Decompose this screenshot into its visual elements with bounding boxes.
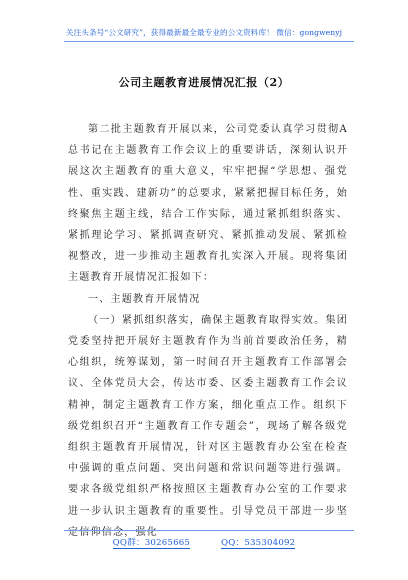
footer-divider <box>64 530 354 531</box>
header-divider <box>64 41 354 42</box>
document-body <box>68 119 348 543</box>
document-title: 公司主题教育进展情况汇报（2） <box>118 76 290 89</box>
footer-contacts <box>0 536 408 548</box>
section-heading: 一、主题教育开展情况 <box>88 293 201 305</box>
paragraph-section-1: （一）紧抓组织落实，确保主题教育取得实效。集团党委坚持把开展好主题教育作为当前首要政治任务，精心组织，统筹谋划，第一时间召开主题教育工作部署会议、全体党员大会，传达市委、区委主题教育工作会议精神，制定主题教育工作方案，细化重点工作。组织下级党组织召开“主题教育工作专题会”，现场了解各级党组织主题教育开展情况，针对区主题教育办公室在检查中强调的重点问题、突出问题和常识问题等进行强调。要求各级党组织严格按照区主题教育办公室的工作要求进一步认识主题教育的重要性。引导党员干部进一步坚定信仰信念，强化 <box>68 314 348 538</box>
header-banner: 关注头条号“公文研究”，获得最新最全最专业的公文资料库！ 微信：gongwenyj <box>65 28 343 37</box>
footer-qq-number[interactable]: QQ：535304092 <box>221 538 296 548</box>
footer-qq-group[interactable]: QQ群：30265665 <box>112 538 191 548</box>
paragraph-intro: 第二批主题教育开展以来，公司党委认真学习贯彻A总书记在主题教育工作会议上的重要讲话，深刻认识开展这次主题教育的重大意义，牢牢把握“学思想、强党性、重实践、建新功”的总要求，紧紧把握目标任务，始终聚焦主题主线，结合工作实际，通过紧抓组织落实、紧抓理论学习、紧抓调查研究、紧抓推动发展、紧抓检视整改，进一步推动主题教育扎实深入开展。现将集团主题教育开展情况汇报如下： <box>68 124 348 284</box>
